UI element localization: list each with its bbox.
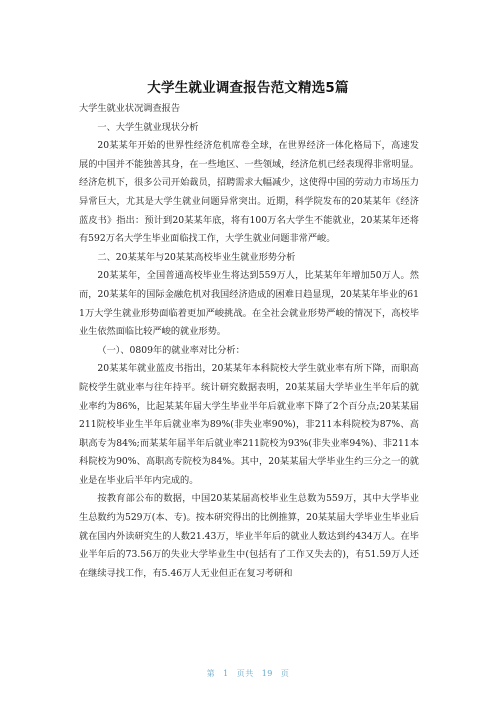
document-title: 大学生就业调查报告范文精选5篇 [147, 80, 349, 96]
document-body [79, 100, 419, 583]
paragraph-1: 20某某年开始的世界性经济危机席卷全球，在世界经济一体化格局下，高速发展的中国并不能独善其身，在一些地区、一些领域，经济危机已经表现得非常明显。经济危机下，很多公司开始裁员，招聘需求大幅减少，这使得中国的劳动力市场压力异常巨大，尤其是大学生就业问题异常突出。近期，科学院发布的20某某年《经济蓝皮书》指出：预计到20某某年底，将有100万名大学生不能就业，20某某年还将有592万名大学生毕业面临找工作，大学生就业问题非常严峻。 [79, 140, 419, 245]
page-footer [0, 668, 496, 679]
footer-suffix: 页 [280, 669, 290, 678]
footer-prefix: 第 [206, 669, 216, 678]
paragraph-3: 20某某年就业蓝皮书指出，20某某年本科院校大学生就业率有所下降，而职高院校学生就业率与往年持平。统计研究数据表明，20某某届大学毕业生半年后的就业率约为86%，比起某某年届大学生毕业半年后就业率下降了2个百分点;20某某届211院校毕业生半年后就业率为89%(非失业率90%)，非211本科院校为87%、高职高专为84%;而某某年届半年后就业率211院校为93%(非失业率94%)、非211本科院校为90%、高职高专院校为84%。其中，20某某届大学毕业生约三分之一的就业是在毕业后半年内完成的。 [79, 363, 419, 486]
paragraph-4: 按教育部公布的数据，中国20某某届高校毕业生总数为559万，其中大学毕业生总数约为529万(本、专)。按本研究得出的比例推算，20某某届大学毕业生毕业后就在国内外读研究生的人数21.43万，毕业半年后的就业人数达到约434万人。在毕业半年后的73.56万的失业大学毕业生中(包括有了工作又失去的)，有51.59万人还在继续寻找工作，有5.46万人无业但正在复习考研和 [79, 493, 419, 579]
section-heading-1: 一、大学生就业现状分析 [97, 121, 199, 133]
subsection-heading: （一）、0809年的就业率对比分析： [97, 344, 245, 356]
section-heading-2: 二、20某某年与20某某高校毕业生就业形势分析 [97, 251, 296, 263]
footer-current-page: 1 [223, 669, 229, 678]
paragraph-2: 20某某年，全国普通高校毕业生将达到559万人，比某某年年增加50万人。然而，20某某年的国际金融危机对我国经济造成的困难日趋显现，20某某年毕业的611万大学生就业形势面临着更加严峻挑战。在全社会就业形势严峻的情况下，高校毕业生依然面临比较严峻的就业形势。 [79, 270, 419, 338]
footer-mid: 页共 [236, 669, 254, 678]
document-subtitle: 大学生就业状况调查报告 [79, 103, 181, 114]
footer-total-pages: 19 [261, 669, 273, 678]
